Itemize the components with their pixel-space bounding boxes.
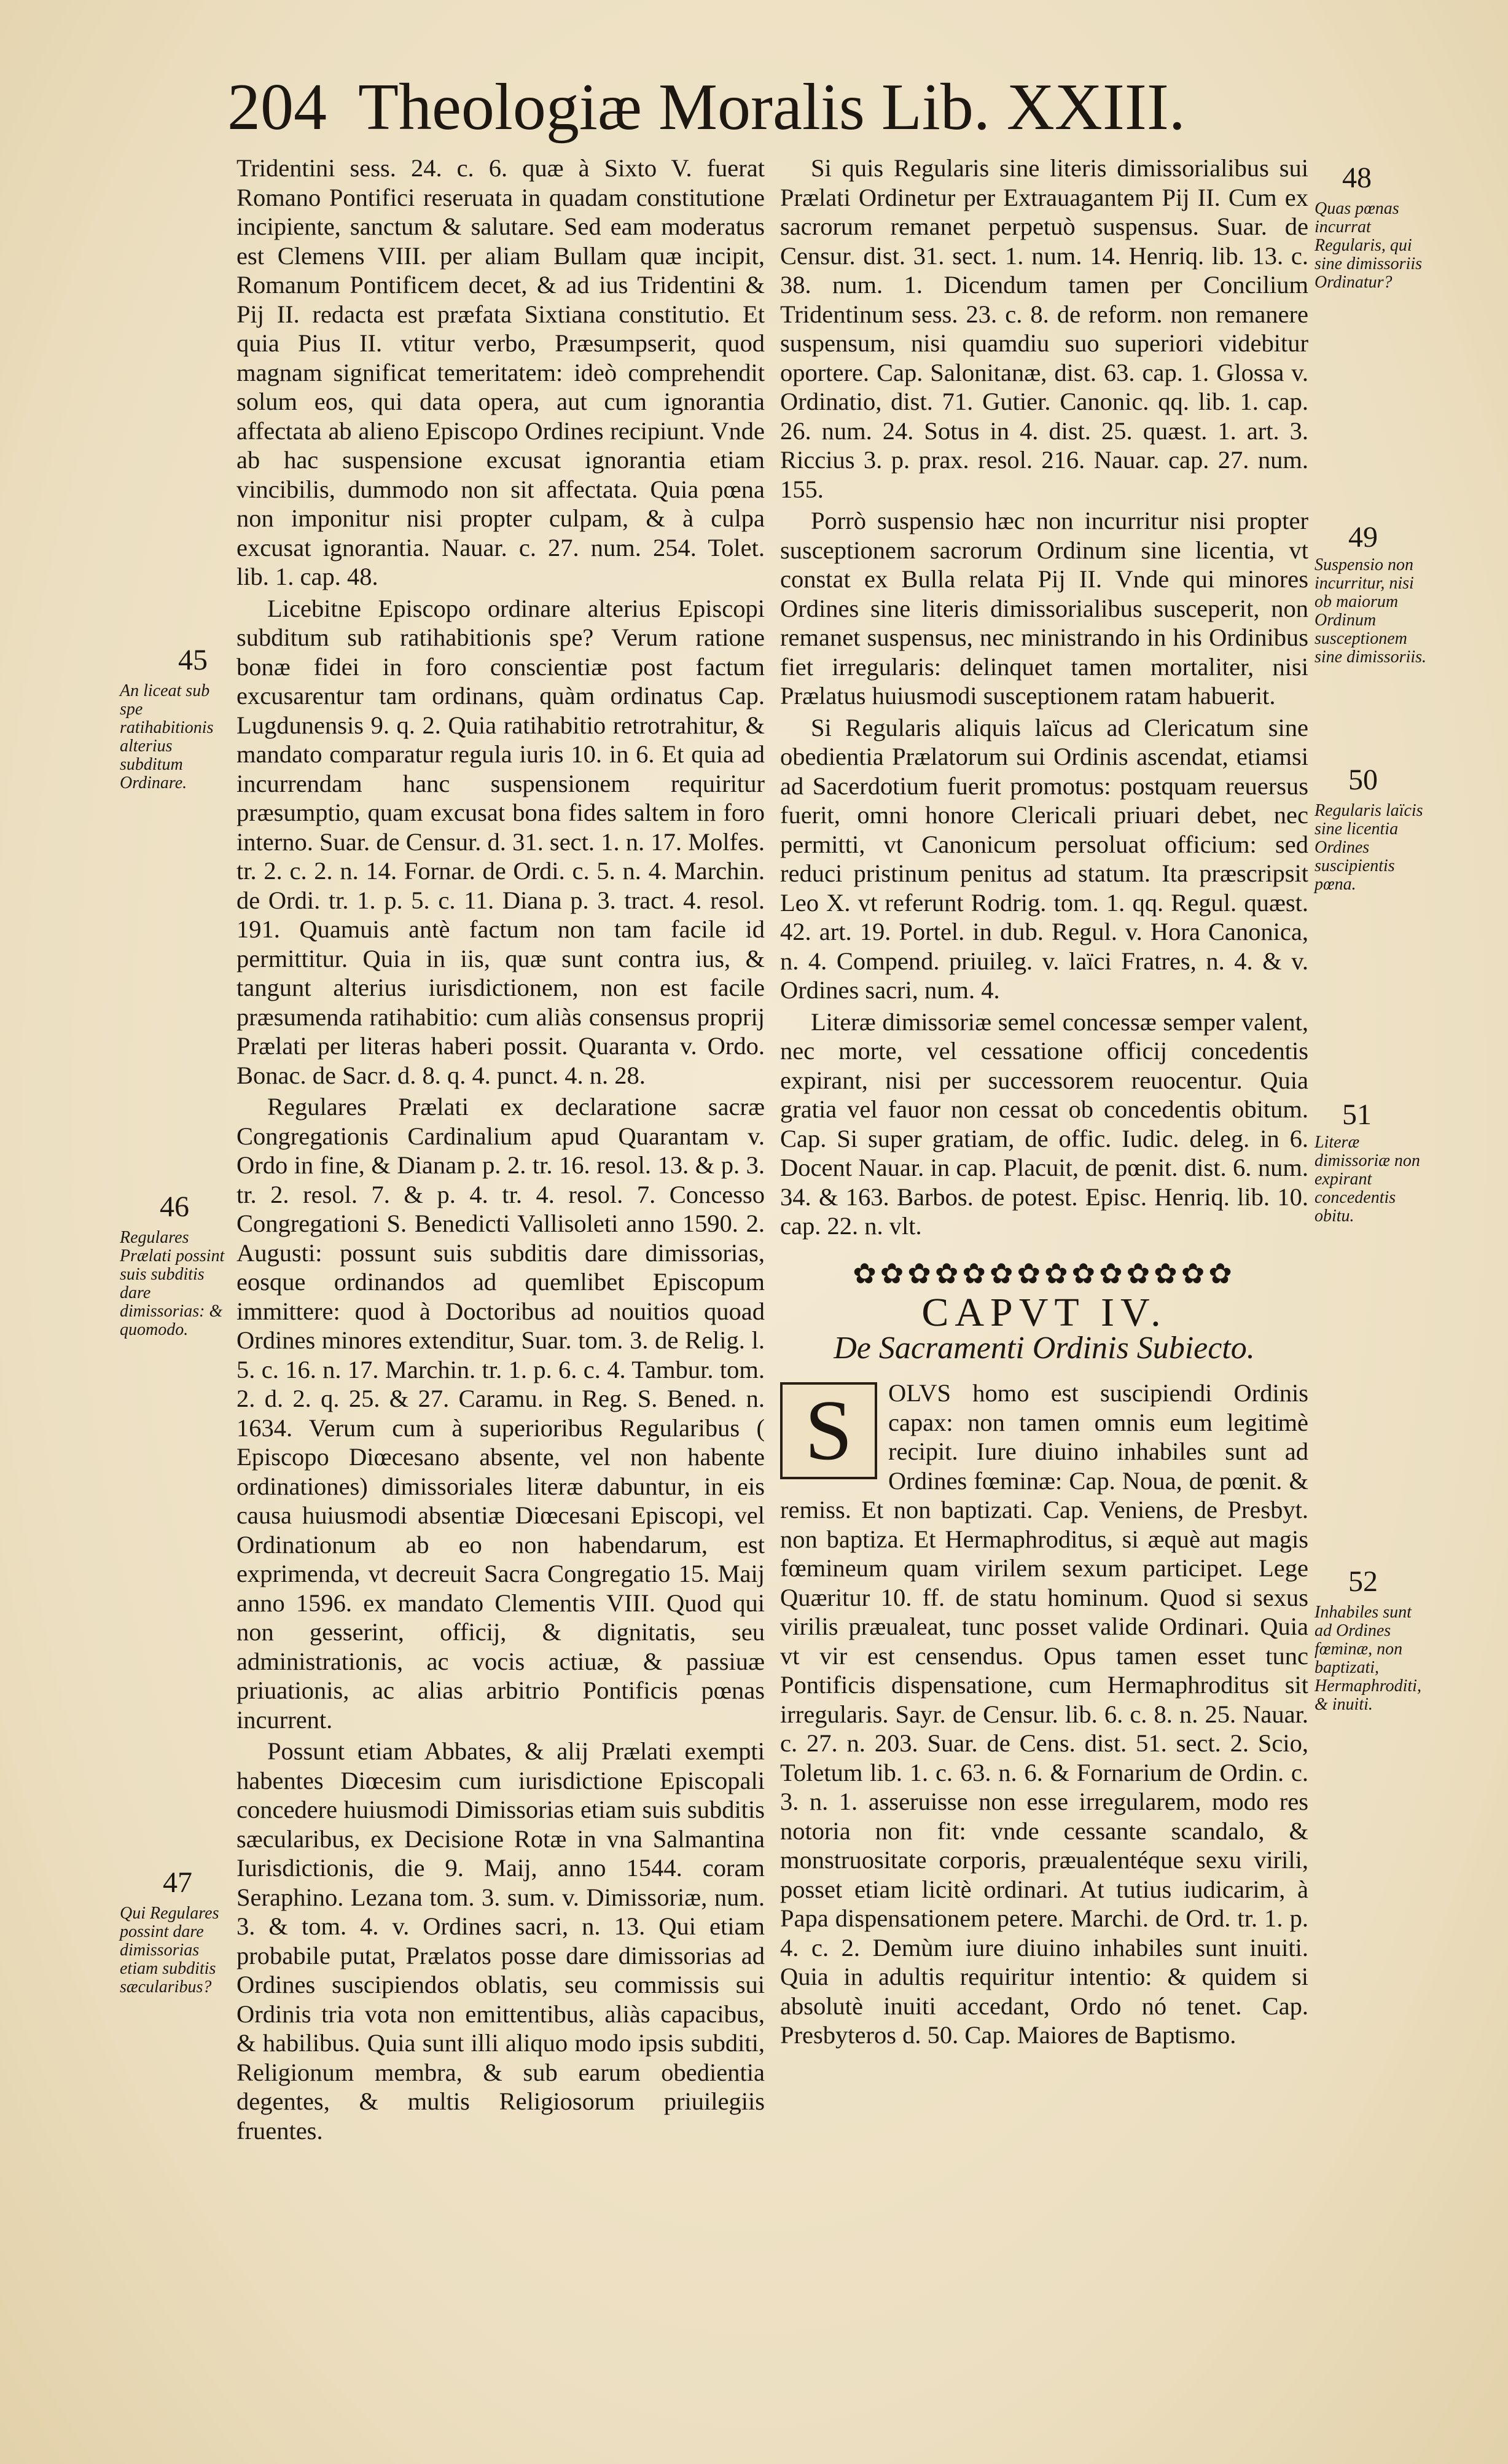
- ornamental-divider: ✿✿✿✿✿✿✿✿✿✿✿✿✿✿: [853, 1257, 1236, 1289]
- page-header: [227, 68, 1302, 147]
- section-number: 45: [178, 644, 208, 676]
- section-number: 50: [1348, 764, 1378, 796]
- margin-gloss: Qui Regulares possint dare dimissorias etiam subditis sæcularibus?: [120, 1904, 219, 1997]
- right-column: [780, 154, 1308, 2050]
- drop-cap: S: [780, 1382, 877, 1479]
- chapter-paragraph: OLVS homo est suscipiendi Ordinis capax: non tamen omnis eum legitimè recipit. Iure diuino inhabiles sunt ad Ordines fœminæ: Cap. Noua, de pœnit. & remiss. Et non baptizati. Cap. Veniens, de Presbyt. non baptiza. Et Hermaphroditus, si æquè aut magis fœmineum quam virilem sexum participet. Lege Quæritur 10. ff. de statu hominum. Quod si sexus virilis præualeat, tunc posset valide Ordinari. Quia vt vir est censendus. Opus tamen esset tunc Pontificis dispensatione, cum Hermaphroditus sit irregularis. Sayr. de Censur. lib. 6. c. 8. n. 25. Nauar. c. 27. n. 203. Suar. de Cens. dist. 51. sect. 2. Scio, Toletum lib. 1. c. 63. n. 6. & Fornarium de Ordin. c. 3. n. 1. asseruisse non esse irregularem, modo res notoria non fit: vnde cessante scandalo, & monstruositate corporis, præualentéque sexu virili, posset etiam licitè ordinari. At tutius iudicarim, à Papa dispensationem petere. Marchi. de Ord. tr. 1. p. 4. c. 2. Demùm iure diuino inhabiles sunt inuiti. Quia in adultis requiritur intentio: & quidem si absolutè inuiti accedant, Ordo nó tenet. Cap. Presbyteros d. 50. Cap. Maiores de Baptismo.: [780, 1379, 1308, 2049]
- paragraph: Si quis Regularis sine literis dimissorialibus sui Prælati Ordinetur per Extrauagantem Pij II. Cum ex sacrorum remanet perpetuò suspensus. Suar. de Censur. dist. 31. sect. 1. num. 14. Henriq. lib. 13. c. 38. num. 1. Dicendum tamen per Concilium Tridentinum sess. 23. c. 8. de reform. non remanere suspensum, nisi quamdiu suo superiori videbitur oportere. Cap. Salonitanæ, dist. 63. cap. 1. Glossa v. Ordinatio, dist. 71. Gutier. Canonic. qq. lib. 1. cap. 26. num. 24. Sotus in 4. dist. 25. quæst. 1. art. 3. Riccius 3. p. prax. resol. 216. Nauar. cap. 27. num. 155.: [780, 154, 1308, 503]
- section-number: 47: [163, 1866, 192, 1899]
- chapter-title: CAPVT IV.: [921, 1290, 1167, 1335]
- section-number: 48: [1342, 162, 1372, 194]
- section-number: 52: [1348, 1565, 1378, 1598]
- paragraph: Literæ dimissoriæ semel concessæ semper valent, nec morte, vel cessatione officij concedentis expirant, nisi per successorem reuocentur. Quia gratia vel fauor non cessat ob concedentis obitum. Cap. Si super gratiam, de offic. Iudic. deleg. in 6. Docent Nauar. in cap. Placuit, de pœnit. dist. 6. num. 34. & 163. Barbos. de potest. Episc. Henriq. lib. 10. cap. 22. n. vlt.: [780, 1007, 1308, 1240]
- paragraph: Tridentini sess. 24. c. 6. quæ à Sixto V. fuerat Romano Pontifici reseruata in quadam constitutione incipiente, sanctum & salutare. Sed eam moderatus est Clemens VIII. per aliam Bullam quæ incipit, Romanum Pontificem decet, & ad ius Tridentini & Pij II. redacta est præfata Sixtiana constitutio. Et quia Pius II. vtitur verbo, Præsumpserit, quod magnam significat temeritatem: ideò comprehendit solum eos, qui data opera, aut cum ignorantia affectata ab alieno Episcopo Ordines recipiunt. Vnde ab hac suspensione excusat ignorantia etiam vincibilis, dummodo non sit affectata. Quia pœna non imponitur nisi propter culpam, & à culpa excusat ignorantia. Nauar. c. 27. num. 254. Tolet. lib. 1. cap. 48.: [236, 154, 765, 590]
- margin-gloss: Regularis laïcis sine licentia Ordines suscipientis pœna.: [1315, 801, 1423, 894]
- margin-gloss: Regulares Prælati possint suis subditis dare dimissorias: & quomodo.: [120, 1228, 225, 1339]
- margin-gloss: Suspensio non incurritur, nisi ob maiorum Ordinum susceptionem sine dimissoriis.: [1315, 555, 1427, 667]
- paragraph: Porrò suspensio hæc non incurritur nisi propter susceptionem sacrorum Ordinum sine licentia, vt constat ex Bulla relata Pij II. Vnde qui minores Ordines sine literis dimissorialibus susceperit, non remanet suspensus, nec ministrando in his Ordinibus fiet irregularis: delinquet tamen mortaliter, nisi Prælatus huiusmodi susceptionem ratam habuerit.: [780, 507, 1308, 710]
- paragraph: Licebitne Episcopo ordinare alterius Episcopi subditum sub ratihabitionis spe? Verum ratione bonæ fidei in foro conscientiæ post factum excusarentur tam ordinans, quàm ordinatus Cap. Lugdunensis 9. q. 2. Quia ratihabitio retrotrahitur, & mandato comparatur regula iuris 10. in 6. Et quia ad incurrendam hanc suspensionem requiritur præsumptio, quam excusat bona fides saltem in foro interno. Suar. de Censur. d. 31. sect. 1. n. 17. Molfes. tr. 2. c. 2. n. 14. Fornar. de Ordi. c. 5. n. 4. Marchin. de Ordi. tr. 1. p. 5. c. 11. Diana p. 3. tract. 4. resol. 191. Quamuis antè factum non tam facile id permittitur. Quia in iis, quæ sunt contra ius, & tangunt alterius iurisdictionem, non est facile præsumenda ratihabitio: cum aliàs consensus proprij Prælati per literas haberi possit. Quaranta v. Ordo. Bonac. de Sacr. d. 8. q. 4. punct. 4. n. 28.: [236, 594, 765, 1089]
- paragraph: Possunt etiam Abbates, & alij Prælati exempti habentes Diœcesim cum iurisdictione Episcopali concedere huiusmodi Dimissorias etiam suis subditis sæcularibus, ex Decisione Rotæ in vna Salmantina Iurisdictionis, die 9. Maij, anno 1544. coram Seraphino. Lezana tom. 3. sum. v. Dimissoriæ, num. 3. & tom. 4. v. Ordines sacri, n. 13. Qui etiam probabile putat, Prælatos posse dare dimissorias ad Ordines suscipiendos oblatis, seu commissis sui Ordinis tria vota non emittentibus, aliàs capacibus, & habilibus. Quia sunt illi aliquo modo ipsis subditi, Religionum membra, & sub earum obedientia degentes, & multis Religiosorum priuilegiis fruentes.: [236, 1737, 765, 2145]
- paragraph: Regulares Prælati ex declaratione sacræ Congregationis Cardinalium apud Quarantam v. Ordo in fine, & Dianam p. 2. tr. 16. resol. 13. & p. 3. tr. 2. resol. 7. & p. 4. tr. 4. resol. 7. Concesso Congregationi S. Benedicti Vallisoleti anno 1590. 2. Augusti: possunt suis subditis dare dimissorias, eosque ordinandos ad quemlibet Episcopum immittere: quod à Doctoribus ad nouitios quoad Ordines minores extenditur, Suar. tom. 3. de Relig. l. 5. c. 16. n. 17. Marchin. tr. 1. p. 6. c. 4. Tambur. tom. 2. d. 2. q. 25. & 27. Caramu. in Reg. S. Bened. n. 1634. Verum cum à superioribus Regularibus ( Episcopo Diœcesano absente, vel non habente ordinationes) dimissoriales literæ dabuntur, in eis causa huiusmodi absentiæ Diœcesani Episcopi, vel Ordinationum ab eo non habendarum, est exprimenda, vt decreuit Sacra Congregatio 15. Maij anno 1596. ex mandato Clementis VIII. Quod qui non gesserint, officij, & dignitatis, seu administrationis, ac vocis actiuæ, & passiuæ priuationis, ac alias arbitrio Pontificis pœnas incurrent.: [236, 1093, 765, 1734]
- margin-gloss: Quas pœnas incurrat Regularis, qui sine dimissoriis Ordinatur?: [1315, 199, 1423, 292]
- margin-gloss: Literæ dimissoriæ non expirant concedentis obitu.: [1315, 1133, 1420, 1226]
- margin-gloss: Inhabiles sunt ad Ordines fœminæ, non baptizati, Hermaphroditi, & inuiti.: [1315, 1603, 1421, 1714]
- running-title: Theologiæ Moralis Lib. XXIII.: [358, 71, 1186, 144]
- margin-gloss: An liceat sub spe ratihabitionis alterius subditum Ordinare.: [120, 681, 214, 792]
- paragraph: Si Regularis aliquis laïcus ad Clericatum sine obedientia Prælatorum sui Ordinis ascendat, etiamsi ad Sacerdotium fuerit promotus: postquam reuersus fuerit, omni honore Clericali priuari debet, nec permitti, vt Canonicum persoluat officium: sed reduci pristinum penitus ad statum. Ita præscripsit Leo X. vt referunt Rodrig. tom. 1. qq. Regul. quæst. 42. art. 19. Portel. in dub. Regul. v. Hora Canonica, n. 4. Compend. priuileg. v. laïci Fratres, n. 4. & v. Ordines sacri, num. 4.: [780, 713, 1308, 1004]
- chapter-subtitle: De Sacramenti Ordinis Subiecto.: [834, 1330, 1255, 1366]
- page-number: 204: [227, 71, 327, 144]
- section-number: 51: [1342, 1098, 1372, 1131]
- section-number: 49: [1348, 521, 1378, 553]
- left-column: [236, 154, 765, 2145]
- section-number: 46: [160, 1191, 189, 1223]
